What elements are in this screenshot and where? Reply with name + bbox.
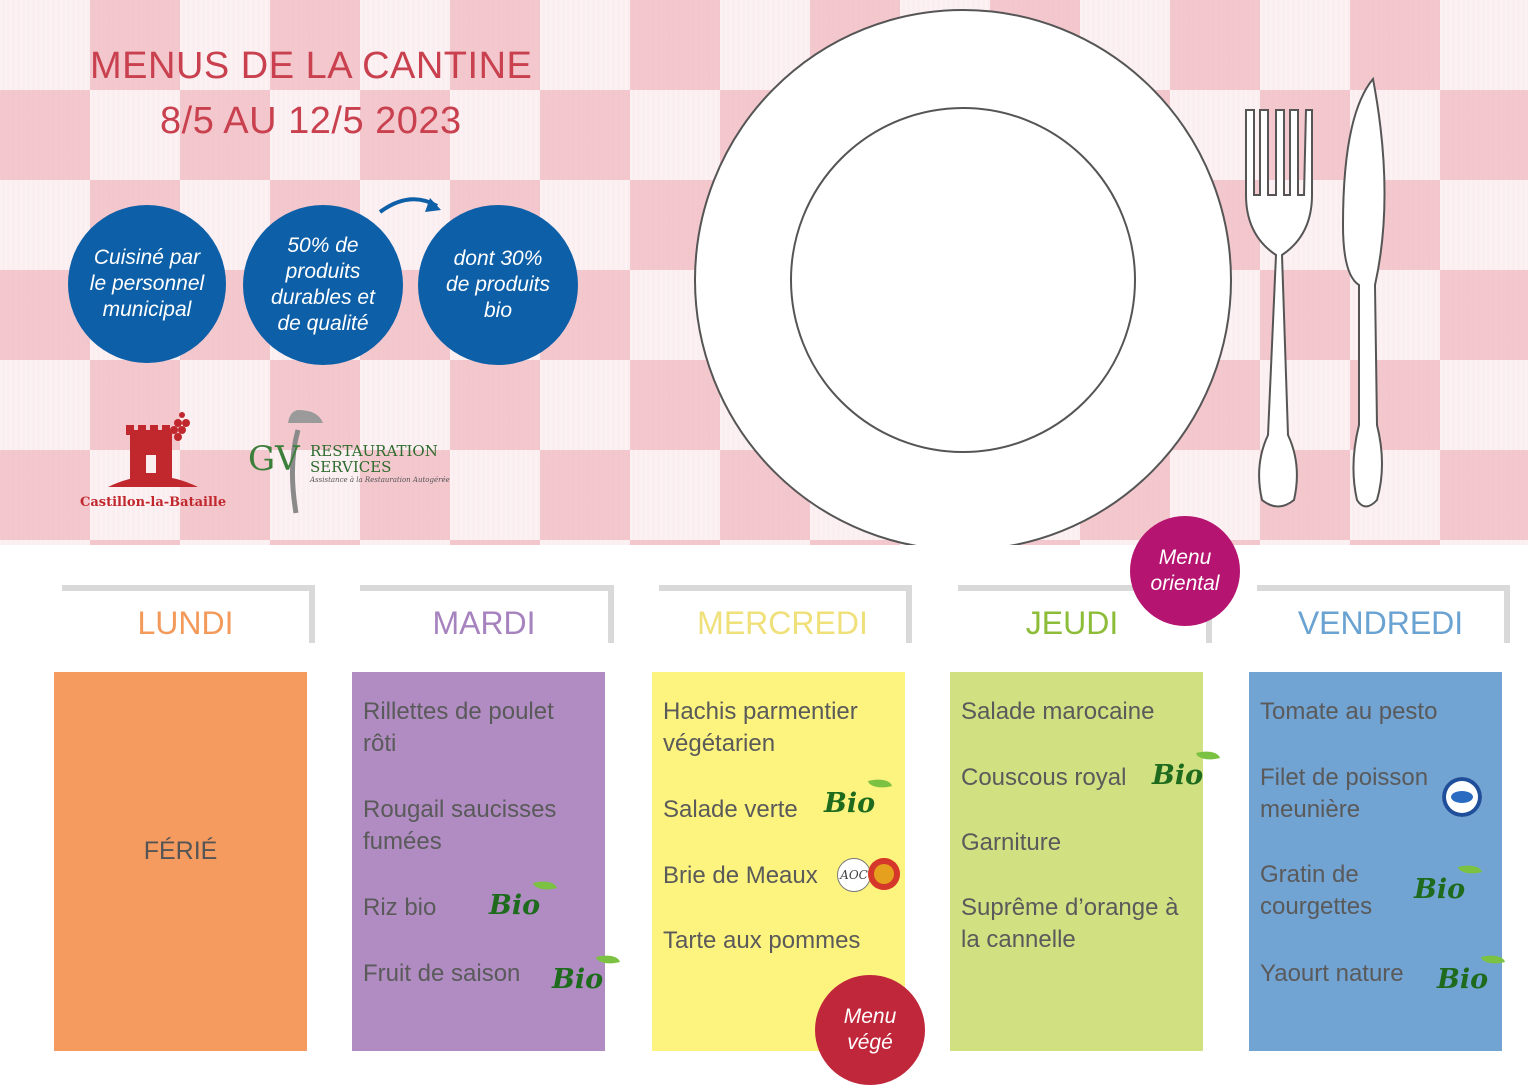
menu-item: Couscous royal (961, 764, 1127, 791)
gv-logo-mark: GV (248, 439, 300, 479)
bio-label-icon (1414, 874, 1465, 905)
menu-item: Brie de Meaux (663, 862, 818, 889)
menu-item: Riz bio (363, 894, 437, 921)
bio-label-icon (1437, 964, 1488, 995)
day-header-lundi: LUNDI (62, 585, 315, 643)
knife-icon (1335, 75, 1395, 515)
page-title: MENUS DE LA CANTINE (90, 45, 533, 87)
menu-vege-badge (815, 975, 925, 1085)
plate-illustration (690, 0, 1240, 545)
aoc-logo-icon (837, 858, 871, 892)
menu-oriental-badge (1130, 516, 1240, 626)
castillon-logo-icon (108, 405, 203, 495)
day-header-mercredi: MERCREDI (659, 585, 912, 643)
fork-icon (1240, 105, 1320, 515)
aoc-logo-text: AOC (840, 868, 868, 882)
bio-label-text: Bio (552, 964, 604, 995)
menu-item: Tomate au pesto (1260, 698, 1438, 725)
date-range: 8/5 AU 12/5 2023 (160, 100, 462, 142)
menu-oriental-badge-text: Menu oriental (1150, 546, 1220, 595)
bio-label-text: Bio (824, 788, 876, 819)
menu-item: Garniture (961, 829, 1062, 856)
menu-item: Rougail saucisses fumées (363, 796, 557, 855)
bio-label-text: Bio (1437, 964, 1489, 995)
menu-column-vendredi (1249, 672, 1502, 1051)
bio-label-text: Bio (1414, 874, 1466, 905)
bio-label-text: Bio (489, 890, 541, 921)
gv-logo-tagline: Assistance à la Restauration Autogérée (310, 476, 450, 484)
menu-item: Gratin de courgettes (1260, 861, 1373, 920)
gv-logo (248, 405, 450, 515)
menu-item: Rillettes de poulet rôti (363, 698, 554, 757)
arrow-icon (375, 190, 450, 230)
bio-label-icon (1152, 760, 1203, 791)
menu-item: Suprême d’orange à la cannelle (961, 894, 1179, 953)
gv-logo-line2: SERVICES (310, 458, 392, 476)
peche-durable-icon (1442, 777, 1482, 817)
menu-column-jeudi (950, 672, 1203, 1051)
bio-label-icon (552, 964, 603, 995)
info-circle-bio-text: dont 30% de produits bio (446, 247, 550, 322)
menu-item: Salade marocaine (961, 698, 1155, 725)
menu-item: Hachis parmentier végétarien (663, 698, 858, 757)
bio-label-icon (824, 788, 875, 819)
day-header-jeudi: JEUDI (958, 585, 1212, 643)
menu-item: Filet de poisson meunière (1260, 764, 1429, 823)
menu-item: Fruit de saison (363, 960, 521, 987)
info-circle-cooked (68, 205, 226, 363)
bio-label-text: Bio (1152, 760, 1204, 791)
menu-item: Yaourt nature (1260, 960, 1404, 987)
day-header-vendredi: VENDREDI (1257, 585, 1510, 643)
menu-item: Salade verte (663, 796, 798, 823)
menu-column-lundi (54, 672, 307, 1051)
holiday-label: FÉRIÉ (143, 837, 218, 865)
menu-column-mardi (352, 672, 605, 1051)
bio-label-icon (489, 890, 540, 921)
castillon-logo-text: Castillon-la-Bataille (80, 495, 227, 510)
aop-seal-icon (868, 858, 900, 890)
info-circle-cooked-text: Cuisiné par le personnel municipal (89, 246, 205, 321)
info-circle-durable-text: 50% de produits durables et de qualité (271, 234, 375, 335)
menu-item: Tarte aux pommes (663, 927, 861, 954)
gv-logo-line1: RESTAURATION (310, 442, 438, 460)
menu-vege-badge-text: Menu végé (843, 1005, 897, 1054)
day-header-mardi: MARDI (360, 585, 614, 643)
